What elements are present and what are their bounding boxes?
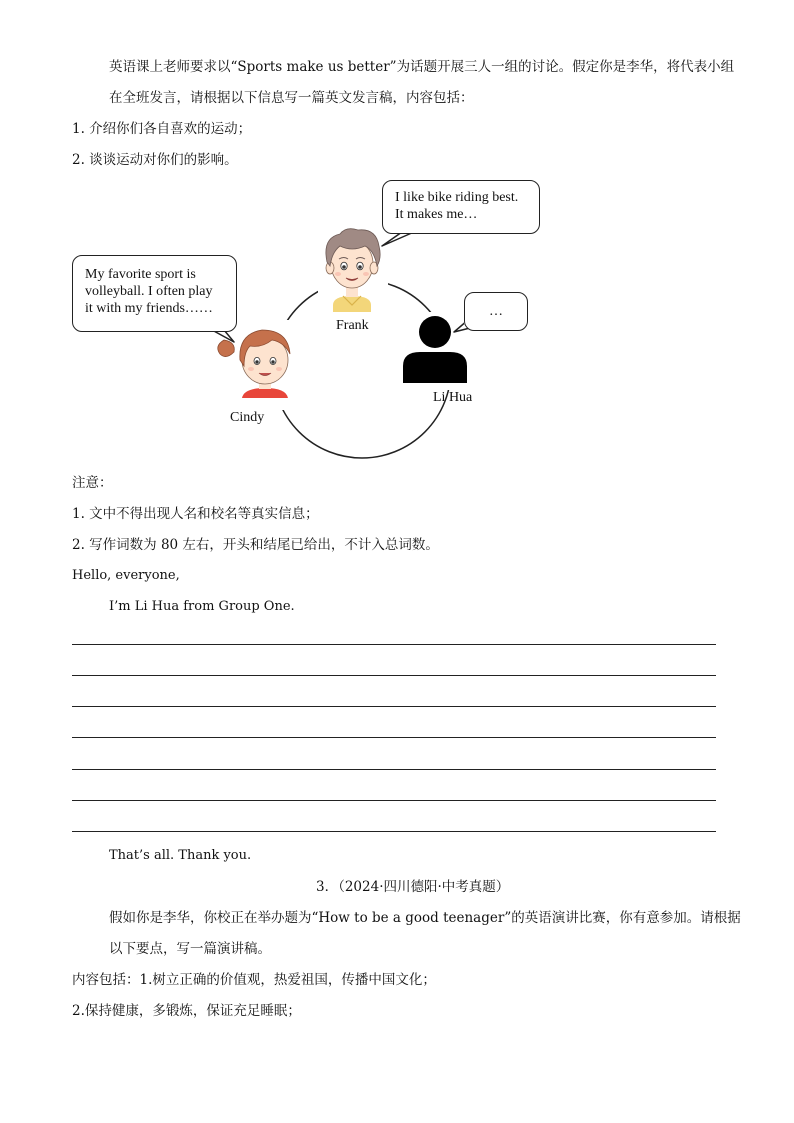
intro-line-1: 英语课上老师要求以“Sports make us better”为话题开展三人一组的讨论。假定你是李华，将代表小组 [109, 59, 735, 75]
question3-content-2: 2.保持健康，多锻炼，保证充足睡眠； [72, 1003, 301, 1019]
name-frank: Frank [336, 318, 369, 333]
writing-line[interactable] [72, 675, 716, 676]
cindy-bubble-text-1: My favorite sport is [85, 267, 196, 282]
frank-bubble-text-1: I like bike riding best. [395, 190, 519, 205]
writing-line[interactable] [72, 644, 716, 645]
intro-line-2: 在全班发言，请根据以下信息写一篇英文发言稿，内容包括： [109, 90, 474, 106]
writing-line[interactable] [72, 737, 716, 738]
lihua-bubble-text: … [489, 304, 503, 319]
question3-line-1: 假如你是李华，你校正在举办题为“How to be a good teenager”的英语演讲比赛，你有意参加。请根据 [109, 910, 741, 926]
question3-line-2: 以下要点，写一篇演讲稿。 [109, 941, 271, 957]
note-1: 1. 文中不得出现人名和校名等真实信息； [72, 506, 319, 522]
question3-header: 3．（2024·四川德阳·中考真题） [316, 879, 510, 895]
content-point-2: 2. 谈谈运动对你们的影响。 [72, 152, 238, 168]
cindy-bubble-text-2: volleyball. I often play [85, 284, 213, 299]
name-lihua: Li Hua [433, 390, 473, 405]
frank-bubble-text-2: It makes me… [395, 207, 478, 222]
writing-line[interactable] [72, 706, 716, 707]
notes-heading: 注意： [72, 475, 113, 491]
essay-first-line: I’m Li Hua from Group One. [109, 599, 295, 614]
cindy-speech-bubble [72, 255, 237, 332]
essay-closing: That’s all. Thank you. [109, 848, 252, 863]
name-cindy: Cindy [230, 410, 265, 425]
writing-line[interactable] [72, 800, 716, 801]
frank-speech-bubble [382, 180, 540, 234]
note-2: 2. 写作词数为 80 左右，开头和结尾已给出，不计入总词数。 [72, 537, 439, 553]
writing-line[interactable] [72, 831, 716, 832]
content-point-1: 1. 介绍你们各自喜欢的运动； [72, 121, 252, 137]
essay-opening: Hello, everyone, [72, 568, 180, 583]
cindy-bubble-text-3: it with my friends…… [85, 301, 213, 316]
lihua-speech-bubble [464, 292, 528, 331]
writing-line[interactable] [72, 769, 716, 770]
question3-content-1: 内容包括：1.树立正确的价值观，热爱祖国，传播中国文化； [72, 972, 436, 988]
